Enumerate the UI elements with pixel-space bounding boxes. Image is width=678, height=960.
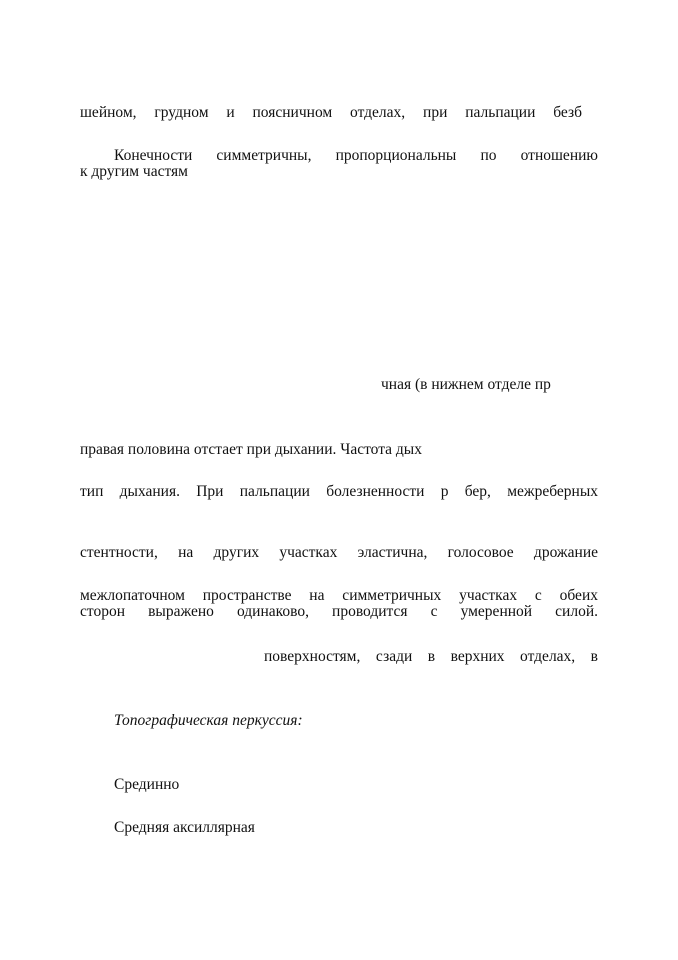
heading-text: Топографическая перкуссия:: [114, 712, 303, 729]
text-line: к другим частям: [80, 163, 188, 180]
text-line: тип дыхания. При пальпации болезненности р бер, межреберных: [80, 483, 598, 500]
text-line: Конечности симметричны, пропорциональны по отношению: [114, 147, 598, 164]
list-item-text: Срединно: [114, 776, 180, 793]
section-heading-topographic-percussion: [114, 713, 303, 729]
text-line-palpation: [80, 484, 598, 500]
list-item-text: Средняя аксиллярная: [114, 819, 255, 836]
text-line-cervical: [80, 105, 582, 121]
text-line: стентности, на других участках эластична, голосовое дрожание: [80, 544, 598, 561]
text-line-breathing: [80, 442, 422, 458]
text-line: правая половина отстает при дыхании. Частота дых: [80, 441, 422, 458]
text-line-elasticity: [80, 545, 598, 561]
text-line: поверхностям, сзади в верхних отделах, в: [264, 648, 598, 665]
text-line-interscapular: [80, 588, 598, 604]
text-line-sides: [80, 604, 598, 620]
list-item-median: [114, 777, 179, 793]
paragraph-limbs-second-line: [80, 164, 188, 180]
text-fragment-lower-section: [381, 377, 551, 393]
list-item-mid-axillary: [114, 820, 255, 836]
text-line: сторон выражено одинаково, проводится с умеренной силой.: [80, 603, 598, 620]
text-line: межлопаточном пространстве на симметричных участках с обеих: [80, 587, 598, 604]
text-line: шейном, грудном и поясничном отделах, при пальпации безб: [80, 104, 582, 121]
text-line-surfaces: [264, 649, 598, 665]
paragraph-limbs-first-line: [114, 148, 598, 164]
text-line: чная (в нижнем отделе пр: [381, 376, 551, 393]
